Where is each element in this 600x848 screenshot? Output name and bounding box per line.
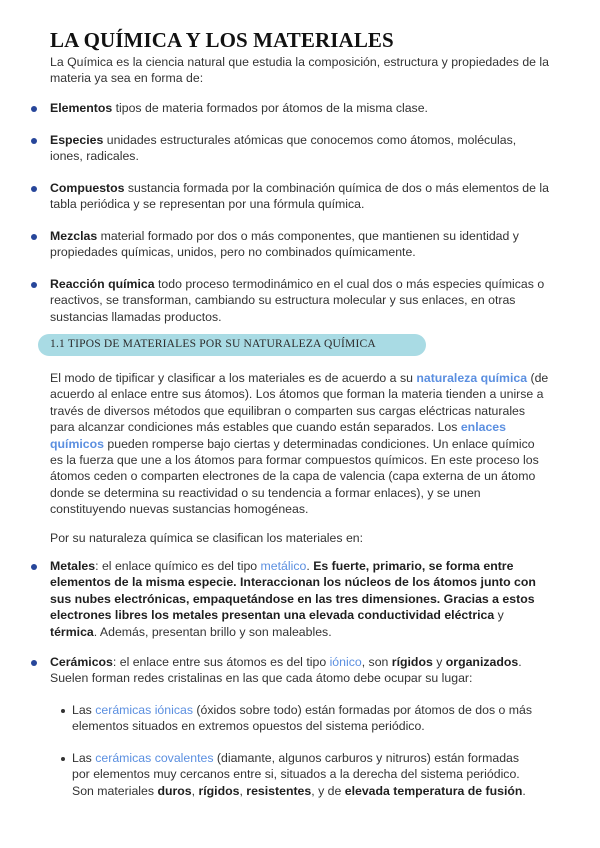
definition-especies: Especies unidades estructurales atómicas que conocemos como átomos, moléculas, iones, radicales.	[50, 133, 517, 164]
bullet-icon	[31, 660, 37, 666]
section-paragraph-1: El modo de tipificar y clasificar a los materiales es de acuerdo a su naturaleza química (de acuerdo al enlace entre sus átomos). Los átomos que forman la materia tienden a unirse a través de diversos métodos que equilibran o comparten sus cargas eléctricas naturales para alcanzar condiciones más estables que cuando están separados. Los enlaces químicos pueden romperse bajo ciertas y determinadas condiciones. Un enlace químico es la fuerza que une a los átomos para formar compuestos químicos. En este proceso los átomos ceden o comparten electrones de la capa de valencia (capa externa de un átomo donde se determina su reactividad o su tendencia a formar enlaces), y se unen constituyendo nuevas sustancias homogéneas.	[50, 371, 549, 517]
bullet-icon	[31, 564, 37, 570]
ceramicas-ionicas-item: Las cerámicas iónicas (óxidos sobre todo) están formadas por átomos de dos o más elementos situados en extremos opuestos del sistema periódico.	[72, 703, 533, 734]
link-ceramicas-covalentes[interactable]: cerámicas covalentes	[95, 751, 214, 765]
link-ceramicas-ionicas[interactable]: cerámicas iónicas	[95, 703, 193, 717]
link-ionico[interactable]: iónico	[329, 655, 362, 669]
metales-item: Metales: el enlace químico es del tipo metálico. Es fuerte, primario, se forma entre elementos de la misma especie. Interaccionan los núcleos de los átomos junto con sus nubes electrónicas, empaquetándose en las tres dimensiones. Gracias a estos electrones libres los metales presentan una elevada conductividad eléctrica y térmica. Además, presentan brillo y son maleables.	[50, 559, 536, 639]
bullet-icon	[31, 234, 37, 240]
definition-mezclas: Mezclas material formado por dos o más componentes, que mantienen su identidad y propiedades químicas, unidos, pero no combinados químicamente.	[50, 229, 519, 260]
sub-bullet-icon	[61, 757, 65, 761]
intro-paragraph: La Química es la ciencia natural que estudia la composición, estructura y propiedades de la materia ya sea en forma de:	[50, 55, 549, 86]
section-heading: 1.1 TIPOS DE MATERIALES POR SU NATURALEZA QUÍMICA	[50, 338, 376, 350]
sub-bullet-icon	[61, 709, 65, 713]
ceramicos-item: Cerámicos: el enlace entre sus átomos es del tipo iónico, son rígidos y organizados. Suelen forman redes cristalinas en las que cada átomo debe ocupar su lugar:	[50, 655, 522, 686]
definition-elementos: Elementos tipos de materia formados por átomos de la misma clase.	[50, 101, 428, 115]
bullet-icon	[31, 282, 37, 288]
section-heading-banner	[38, 334, 426, 356]
definition-compuestos: Compuestos sustancia formada por la combinación química de dos o más elementos de la tabla periódica y se representan por una fórmula química.	[50, 181, 549, 212]
bullet-icon	[31, 186, 37, 192]
section-paragraph-2: Por su naturaleza química se clasifican los materiales en:	[50, 531, 364, 545]
bullet-icon	[31, 106, 37, 112]
ceramicas-covalentes-item: Las cerámicas covalentes (diamante, algunos carburos y nitruros) están formadas por elementos muy cercanos entre si, situados a la derecha del sistema periódico. Son materiales duros, rígidos, resistentes, y de elevada temperatura de fusión.	[72, 751, 526, 798]
bullet-icon	[31, 138, 37, 144]
page-title: LA QUÍMICA Y LOS MATERIALES	[50, 28, 394, 52]
link-enlaces-quimicos[interactable]: enlaces químicos	[50, 420, 506, 451]
definition-reaccion-quimica: Reacción química todo proceso termodinámico en el cual dos o más especies químicas o reactivos, se transforman, cambiando su estructura molecular y sus enlaces, en otras sustancias llamadas productos.	[50, 277, 545, 324]
link-metalico[interactable]: metálico	[260, 559, 307, 573]
link-naturaleza-quimica[interactable]: naturaleza química	[416, 371, 528, 385]
